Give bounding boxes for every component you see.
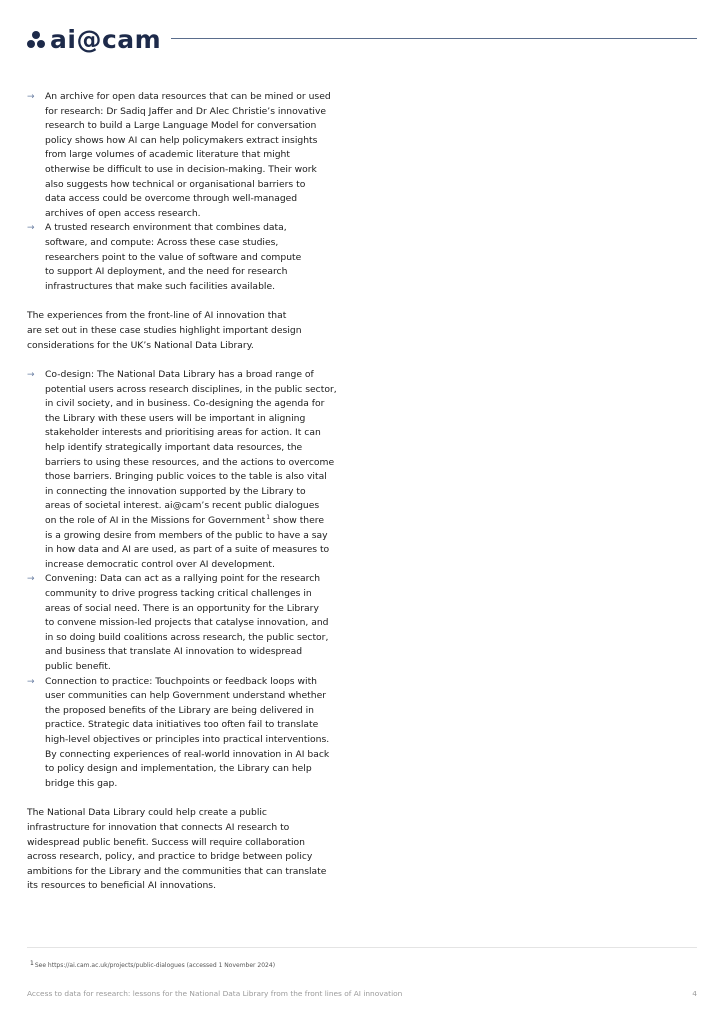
line: to support AI deployment, and the need for research	[45, 266, 288, 278]
paragraph-design-considerations	[27, 309, 359, 353]
bullet-co-design	[27, 368, 359, 572]
main-content	[27, 90, 359, 894]
line: The experiences from the front-line of AI innovation that	[27, 310, 287, 322]
line: across research, policy, and practice to bridge between policy	[27, 851, 313, 863]
line: public benefit.	[45, 660, 111, 672]
line: Co-design: The National Data Library has a broad range of	[45, 369, 314, 381]
bullet-connection-to-practice	[27, 675, 359, 792]
line: A trusted research environment that combines data,	[45, 222, 287, 234]
line: ambitions for the Library and the communities that can translate	[27, 865, 327, 877]
line: to convene mission-led projects that catalyse innovation, and	[45, 617, 329, 629]
line: high-level objectives or principles into practical interventions.	[45, 733, 330, 745]
line: policy shows how AI can help policymakers extract insights	[45, 134, 318, 146]
arrow-right-icon: →	[27, 92, 35, 102]
line: in so doing build coalitions across research, the public sector,	[45, 631, 329, 643]
footnote-number: 1	[30, 960, 34, 967]
footnote	[30, 960, 275, 969]
line: show there	[270, 515, 325, 527]
bullet-open-data-archive	[27, 90, 359, 221]
line: potential users across research disciplines, in the public sector,	[45, 383, 337, 395]
arrow-right-icon: →	[27, 370, 35, 381]
line: infrastructures that make such facilities available.	[45, 280, 276, 292]
page-number: 4	[692, 989, 697, 998]
page-header	[27, 24, 697, 56]
arrow-right-icon: →	[27, 676, 35, 687]
line: in connecting the innovation supported by the Library to	[45, 485, 306, 497]
line: are set out in these case studies highlight important design	[27, 324, 302, 336]
line: Connection to practice: Touchpoints or feedback loops with	[45, 675, 317, 687]
line: infrastructure for innovation that connects AI research to	[27, 821, 290, 833]
line: community to drive progress tacking critical challenges in	[45, 588, 312, 599]
line: An archive for open data resources that can be mined or used	[45, 91, 331, 102]
line: widespread public benefit. Success will require collaboration	[27, 836, 305, 848]
paragraph-conclusion	[27, 806, 359, 894]
line: in civil society, and in business. Co-designing the agenda for	[45, 398, 325, 410]
line: Convening: Data can act as a rallying point for the research	[45, 573, 321, 585]
line: help identify strategically important data resources, the	[45, 442, 303, 454]
footnote-text[interactable]: See https://ai.cam.ac.uk/projects/public-dialogues (accessed 1 November 2024)	[34, 962, 276, 969]
line: data access could be overcome through well-managed	[45, 193, 298, 205]
ai-cam-logo	[27, 26, 161, 54]
line: practice. Strategic data initiatives too often fail to translate	[45, 719, 319, 731]
logo-text: ai@cam	[50, 25, 162, 54]
line: also suggests how technical or organisational barriers to	[45, 178, 306, 190]
line: software, and compute: Across these case studies,	[45, 236, 279, 248]
line: its resources to beneficial AI innovations.	[27, 880, 217, 892]
line: researchers point to the value of software and compute	[45, 251, 302, 263]
bullet-trusted-research-environment	[27, 221, 359, 294]
bullet-list-design	[27, 368, 359, 791]
logo-dots-icon	[27, 31, 46, 49]
line: research to build a Large Language Model for conversation	[45, 120, 317, 132]
line: considerations for the UK’s National Data Library.	[27, 339, 254, 351]
line: is a growing desire from members of the public to have a say	[45, 529, 328, 541]
line: increase democratic control over AI development.	[45, 558, 275, 570]
line: the proposed benefits of the Library are being delivered in	[45, 704, 314, 716]
line: bridge this gap.	[45, 777, 118, 789]
line: for research: Dr Sadiq Jaffer and Dr Alec Christie’s innovative	[45, 105, 327, 117]
arrow-right-icon: →	[27, 223, 35, 234]
line: the Library with these users will be important in aligning	[45, 412, 306, 424]
line: from large volumes of academic literature that might	[45, 149, 290, 161]
footnote-reference[interactable]: 1	[266, 514, 271, 522]
arrow-right-icon: →	[27, 574, 35, 585]
line: areas of societal interest. ai@cam’s recent public dialogues	[45, 500, 320, 512]
footer-title: Access to data for research: lessons for the National Data Library from the front lines of AI innovation	[27, 989, 403, 998]
line: in how data and AI are used, as part of a suite of measures to	[45, 544, 330, 556]
line: The National Data Library could help create a public	[27, 807, 267, 819]
line: archives of open access research.	[45, 207, 201, 219]
header-divider	[171, 38, 697, 39]
footnote-divider	[27, 947, 697, 948]
line: By connecting experiences of real-world innovation in AI back	[45, 748, 330, 760]
line: to policy design and implementation, the Library can help	[45, 763, 312, 775]
bullet-convening	[27, 572, 359, 674]
line: user communities can help Government understand whether	[45, 690, 327, 702]
line: otherwise be difficult to use in decision-making. Their work	[45, 163, 317, 175]
line: on the role of AI in the Missions for Government	[45, 515, 266, 527]
line: barriers to using these resources, and the actions to overcome	[45, 456, 335, 468]
bullet-list-data-resources	[27, 90, 359, 294]
line: areas of social need. There is an opportunity for the Library	[45, 602, 319, 614]
line: stakeholder interests and prioritising areas for action. It can	[45, 427, 321, 439]
line: and business that translate AI innovation to widespread	[45, 646, 303, 658]
line: those barriers. Bringing public voices to the table is also vital	[45, 471, 327, 483]
